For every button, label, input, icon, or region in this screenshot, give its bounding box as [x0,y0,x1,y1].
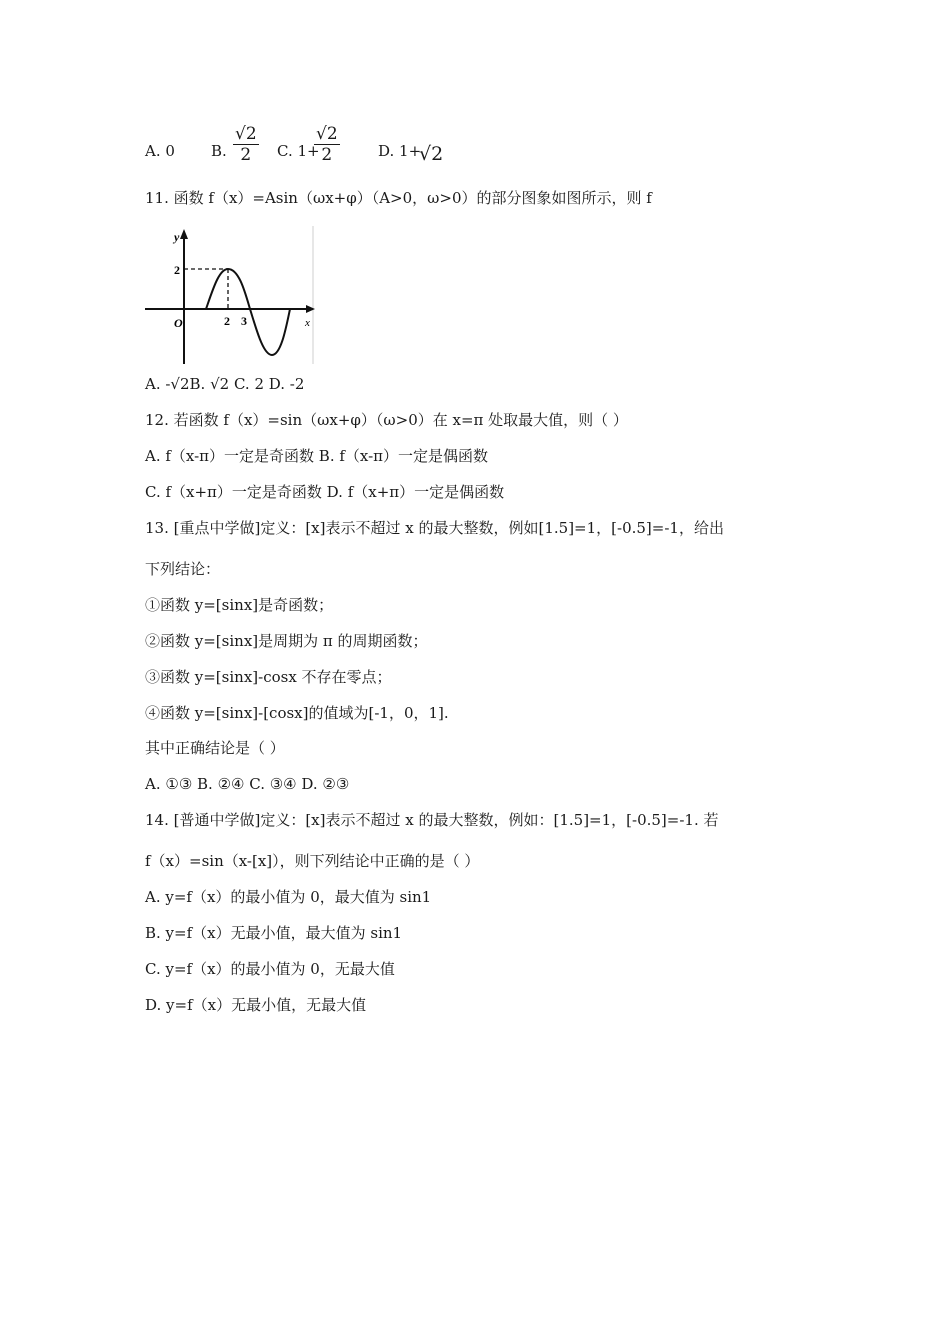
q13-ask: 其中正确结论是（ ） [145,739,285,757]
x-axis-label: x [305,317,310,329]
y-tick-label: 2 [174,263,180,277]
y-axis-label: y [174,230,180,244]
q13-conclusion-4: ④函数 y=[sinx]-[cosx]的值域为[-1，0，1]. [145,704,449,722]
q12-options-ab: A. f（x-π）一定是奇函数 B. f（x-π）一定是偶函数 [145,447,489,465]
q10-option-a: A. 0 [145,142,175,160]
q13-stem-line1: 13. [重点中学做]定义：[x]表示不超过 x 的最大整数，例如[1.5]=1，[-0.5]=-1，给出 [145,519,724,537]
y-axis-arrow [180,229,188,239]
q13-stem-line2: 下列结论： [145,560,221,578]
q12-stem: 12. 若函数 f（x）=sin（ωx+φ）（ω>0）在 x=π 处取最大值，则（ ） [145,411,628,429]
q10-option-c-denominator: 2 [321,145,333,165]
x-axis-arrow [306,305,315,313]
q10-option-c-numerator: √2 [316,124,338,144]
q12-options-cd: C. f（x+π）一定是奇函数 D. f（x+π）一定是偶函数 [145,483,505,501]
q10-option-b-numerator: √2 [235,124,257,144]
q11-sine-graph [145,226,320,368]
x-tick-label-3: 3 [241,314,247,328]
q10-option-b-denominator: 2 [240,145,252,165]
origin-label: O [174,316,183,330]
q13-conclusion-2: ②函数 y=[sinx]是周期为 π 的周期函数； [145,632,428,650]
q14-stem-line1: 14. [普通中学做]定义：[x]表示不超过 x 的最大整数，例如：[1.5]=1，[-0.5]=-1. 若 [145,811,719,829]
q11-options: A. -√2B. √2 C. 2 D. -2 [145,375,305,393]
q14-option-a: A. y=f（x）的最小值为 0，最大值为 sin1 [145,888,432,906]
q10-option-d-label: D. 1+ [378,142,422,160]
q14-option-b: B. y=f（x）无最小值，最大值为 sin1 [145,924,403,942]
q14-option-c: C. y=f（x）的最小值为 0，无最大值 [145,960,395,978]
q11-stem: 11. 函数 f（x）=Asin（ωx+φ）（A>0，ω>0）的部分图象如图所示，则 f [145,189,652,207]
q14-option-d: D. y=f（x）无最小值，无最大值 [145,996,367,1014]
q10-option-b-label: B. [211,142,227,160]
q13-options: A. ①③ B. ②④ C. ③④ D. ②③ [145,775,350,793]
q10-option-c-label: C. 1+ [277,142,320,160]
q13-conclusion-1: ①函数 y=[sinx]是奇函数； [145,596,334,614]
q10-option-d-radical: √2 [419,143,444,165]
q13-conclusion-3: ③函数 y=[sinx]-cosx 不存在零点； [145,668,392,686]
q10-option-c-fraction [314,124,340,165]
sine-curve [206,269,290,355]
q10-option-b-fraction [233,124,259,165]
q14-stem-line2: f（x）=sin（x-[x]），则下列结论中正确的是（ ） [145,852,480,870]
x-tick-label-2: 2 [224,314,230,328]
